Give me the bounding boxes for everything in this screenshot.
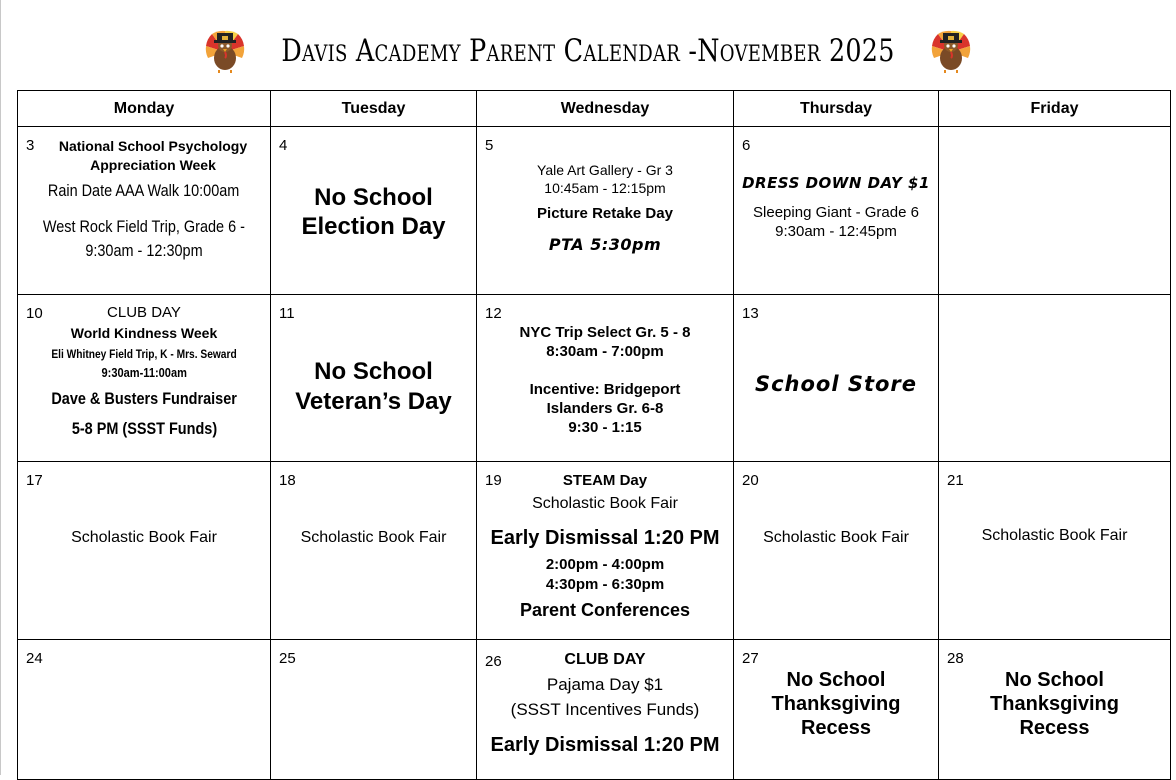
event-text: Appreciation Week [90, 157, 216, 173]
day-cell-13 [734, 295, 939, 462]
day-number: 3 [26, 137, 35, 154]
event-text: Thanksgiving [990, 693, 1119, 715]
day-number: 10 [26, 305, 43, 322]
header-tuesday: Tuesday [271, 91, 477, 127]
event-text: Early Dismissal 1:20 PM [490, 734, 720, 756]
event-text: Early Dismissal 1:20 PM [490, 527, 720, 549]
day-cell-26 [477, 640, 734, 780]
event-text: West Rock Field Trip, Grade 6 - [42, 217, 246, 236]
event-text: World Kindness Week [70, 325, 218, 341]
event-text: Picture Retake Day [537, 205, 673, 222]
event-text: Yale Art Gallery - Gr 3 [537, 162, 673, 178]
day-cell-19 [477, 462, 734, 640]
day-cell-4 [271, 127, 477, 295]
day-number: 18 [279, 472, 296, 489]
event-text: CLUB DAY [564, 651, 646, 668]
day-number: 6 [742, 137, 751, 154]
turkey-icon [928, 28, 974, 74]
event-text: 9:30am - 12:45pm [775, 223, 897, 240]
day-number: 12 [485, 305, 502, 322]
event-text: Dave & Busters Fundraiser [51, 389, 237, 408]
day-number: 24 [26, 650, 43, 667]
event-text: 10:45am - 12:15pm [544, 180, 666, 196]
page-title: Davis Academy Parent Calendar -November 2025 [281, 33, 895, 69]
event-text: 2:00pm - 4:00pm [545, 556, 665, 573]
day-number: 4 [279, 137, 288, 154]
event-text: 8:30am - 7:00pm [546, 343, 664, 360]
day-number: 28 [947, 650, 964, 667]
day-number: 5 [485, 137, 494, 154]
page-left-border [0, 0, 1, 775]
event-text: 4:30pm - 6:30pm [545, 576, 665, 593]
event-text: Scholastic Book Fair [763, 529, 909, 546]
day-cell-5 [477, 127, 734, 295]
event-text: Election Day [301, 213, 446, 240]
header-friday: Friday [939, 91, 1171, 127]
event-text: DRESS DOWN DAY $1 [742, 174, 930, 192]
event-text: Scholastic Book Fair [300, 529, 447, 546]
page-title-row [0, 22, 1176, 80]
event-text: Scholastic Book Fair [532, 495, 678, 512]
header-row [18, 91, 1171, 127]
day-cell-20 [734, 462, 939, 640]
event-text: National School Psychology [58, 138, 248, 154]
header-thursday: Thursday [734, 91, 939, 127]
event-text: No School [314, 358, 433, 385]
day-number: 11 [279, 305, 295, 322]
event-text: Recess [800, 717, 872, 739]
event-text: Parent Conferences [519, 600, 691, 620]
event-text: Pajama Day $1 [546, 675, 664, 694]
calendar-table [17, 90, 1171, 780]
week-row-1 [18, 127, 1171, 295]
event-text: Islanders Gr. 6-8 [546, 400, 664, 417]
day-number: 26 [485, 653, 502, 670]
day-cell-7 [939, 127, 1171, 295]
event-text: CLUB DAY [107, 304, 181, 321]
day-cell-21 [939, 462, 1171, 640]
event-text: 9:30am - 12:30pm [85, 241, 203, 260]
event-text: 5-8 PM (SSST Funds) [71, 419, 217, 438]
event-text: 9:30 - 1:15 [568, 419, 642, 436]
week-row-2 [18, 295, 1171, 462]
day-cell-11 [271, 295, 477, 462]
day-number: 20 [742, 472, 759, 489]
event-text: 9:30am-11:00am [101, 365, 187, 380]
day-number: 13 [742, 305, 759, 322]
day-cell-10 [18, 295, 271, 462]
day-number: 19 [485, 472, 502, 489]
event-text: (SSST Incentives Funds) [510, 700, 700, 719]
day-number: 25 [279, 650, 296, 667]
day-number: 27 [742, 650, 759, 667]
day-cell-24 [18, 640, 271, 780]
day-cell-6 [734, 127, 939, 295]
event-text: Veteran’s Day [295, 388, 452, 415]
event-text: Scholastic Book Fair [981, 527, 1128, 544]
day-cell-3 [18, 127, 271, 295]
event-text: No School [786, 669, 886, 691]
day-cell-12 [477, 295, 734, 462]
event-text: No School [314, 184, 433, 211]
event-text: Thanksgiving [771, 693, 901, 715]
day-number: 21 [947, 472, 964, 489]
week-row-4 [18, 640, 1171, 780]
event-text: Rain Date AAA Walk 10:00am [48, 181, 240, 200]
day-cell-18 [271, 462, 477, 640]
event-text: Sleeping Giant - Grade 6 [753, 204, 919, 221]
day-number: 17 [26, 472, 43, 489]
day-cell-28 [939, 640, 1171, 780]
event-text: PTA 5:30pm [548, 235, 662, 254]
day-cell-27 [734, 640, 939, 780]
header-monday: Monday [18, 91, 271, 127]
event-text: STEAM Day [562, 472, 648, 489]
day-cell-25 [271, 640, 477, 780]
event-text: Eli Whitney Field Trip, K - Mrs. Seward [51, 347, 237, 361]
header-wednesday: Wednesday [477, 91, 734, 127]
week-row-3 [18, 462, 1171, 640]
event-text: Incentive: Bridgeport [529, 381, 681, 398]
event-text: Recess [1019, 717, 1090, 739]
event-text: Scholastic Book Fair [71, 529, 217, 546]
turkey-icon [202, 28, 248, 74]
day-cell-14 [939, 295, 1171, 462]
event-text: School Store [754, 372, 918, 396]
event-text: NYC Trip Select Gr. 5 - 8 [519, 324, 691, 341]
day-cell-17 [18, 462, 271, 640]
event-text: No School [1005, 669, 1104, 691]
